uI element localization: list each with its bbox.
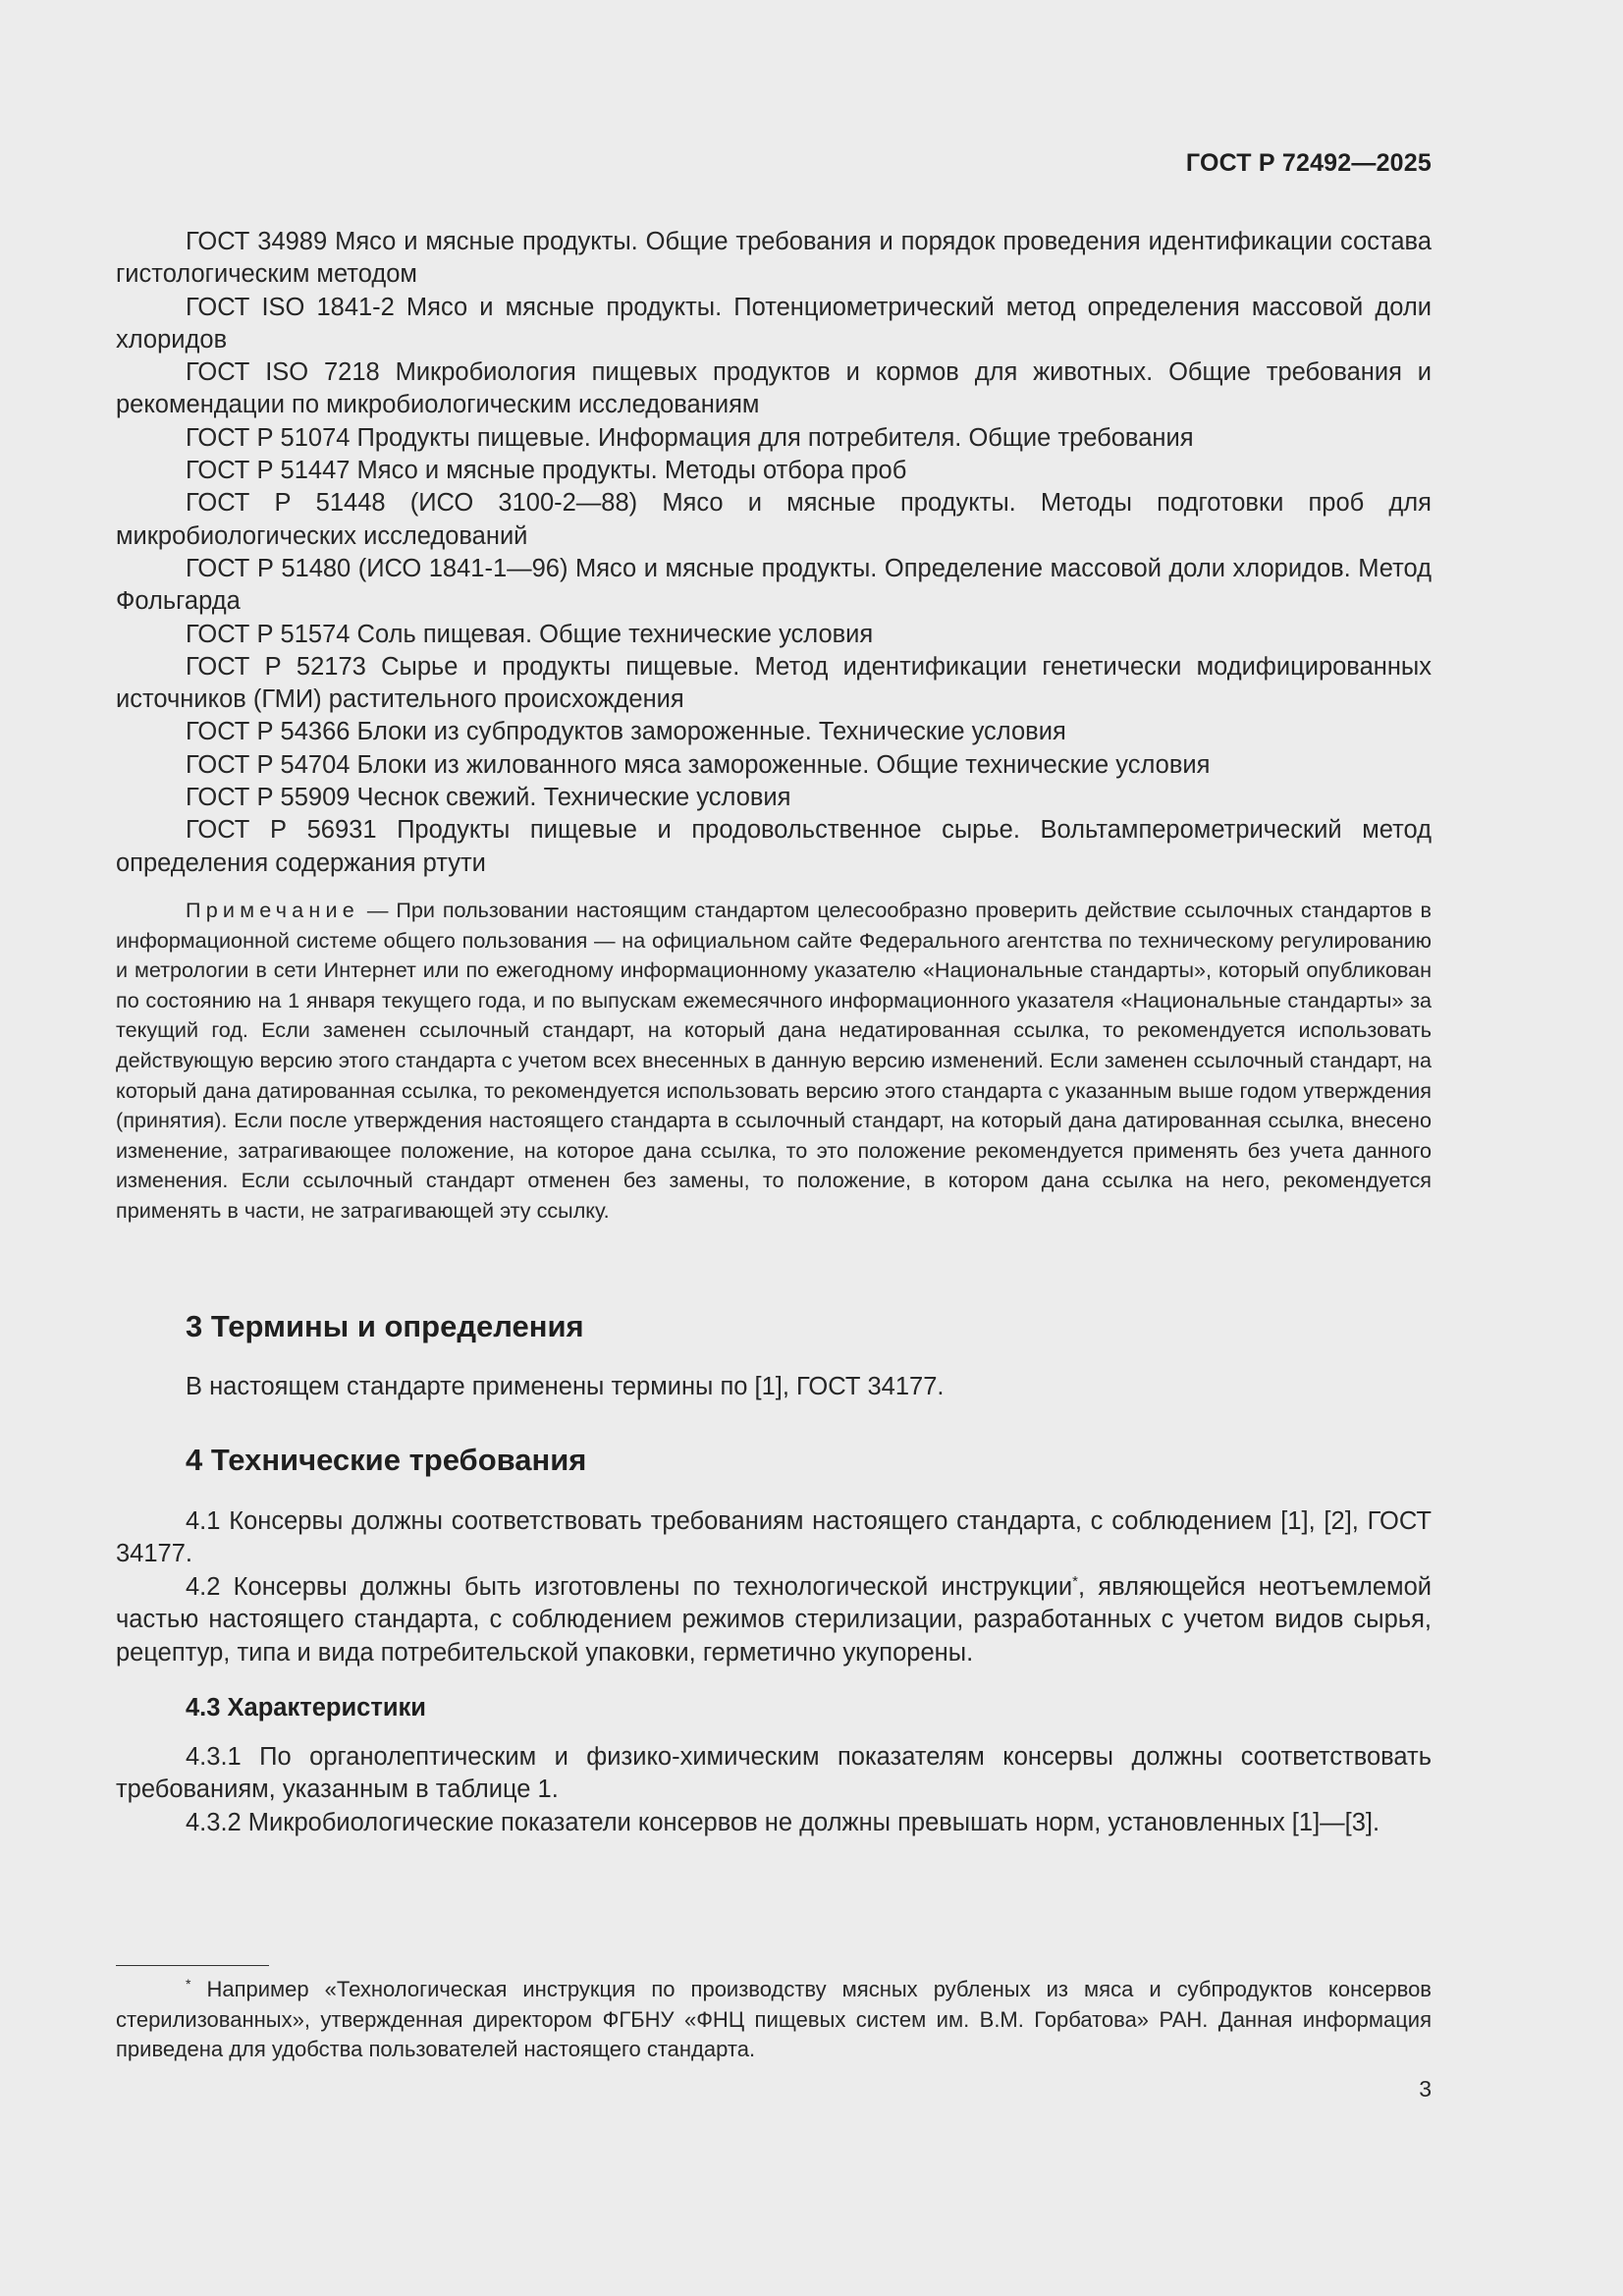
document-page	[116, 0, 1432, 2296]
subsection-4-3-heading: 4.3 Характеристики	[186, 1694, 426, 1722]
footnote-marker: *	[1072, 1573, 1078, 1590]
section-3-heading: 3 Термины и определения	[186, 1309, 584, 1343]
section-4-heading: 4 Технические требования	[186, 1443, 587, 1477]
reference-item: ГОСТ ISO 1841-2 Мясо и мясные продукты. Потенциометрический метод определения массовой доли хлоридов	[116, 293, 1432, 354]
footnote	[116, 1975, 1432, 2065]
document-code: ГОСТ Р 72492—2025	[1185, 149, 1432, 177]
note-label: Примечание	[186, 898, 359, 922]
paragraph-4-3-1: 4.3.1 По органолептическим и физико-химическим показателям консервы должны соответствовать требованиям, указанным в таблице 1.	[116, 1743, 1432, 1804]
paragraph-4-1: 4.1 Консервы должны соответствовать требованиям настоящего стандарта, с соблюдением [1], [2], ГОСТ 34177.	[116, 1507, 1432, 1568]
paragraph-4-2-start: 4.2 Консервы должны быть изготовлены по технологической инструкции	[186, 1573, 1073, 1601]
reference-item: ГОСТ Р 51574 Соль пищевая. Общие технические условия	[186, 620, 874, 648]
reference-item: ГОСТ Р 51447 Мясо и мясные продукты. Методы отбора проб	[186, 457, 907, 485]
note-text: — При пользовании настоящим стандартом целесообразно проверить действие ссылочных стандартов в информационной системе общего пользования — на официальном сайте Федерального агентства по техническому регулированию и метрологии в сети Интернет или по ежегодному информационному указателю «Национальные стандарты», который опубликован по состоянию на 1 января текущего года, и по выпускам ежемесячного информационного указателя «Национальные стандарты» за текущий год. Если заменен ссылочный стандарт, на который дана недатированная ссылка, то рекомендуется использовать действующую версию этого стандарта с учетом всех внесенных в данную версию изменений. Если заменен ссылочный стандарт, на который дана датированная ссылка, то рекомендуется использовать версию этого стандарта с указанным выше годом утверждения (принятия). Если после утверждения настоящего стандарта в ссылочный стандарт, на который дана датированная ссылка, внесено изменение, затрагивающее положение, на которое дана ссылка, то это положение рекомендуется применять без учета данного изменения. Если ссылочный стандарт отменен без замены, то положение, в котором дана ссылка на него, рекомендуется применять в части, не затрагивающей эту ссылку.	[116, 898, 1432, 1223]
section-3-text: В настоящем стандарте применены термины по [1], ГОСТ 34177.	[186, 1373, 945, 1400]
paragraph-4-2	[116, 1571, 1432, 1669]
page-number: 3	[1419, 2076, 1432, 2102]
footnote-text: Например «Технологическая инструкция по производству мясных рубленых из мяса и субпродуктов консервов стерилизованных», утвержденная директором ФГБНУ «ФНЦ пищевых систем им. В.М. Горбатова» РАН. Данная информация приведена для удобства пользователей настоящего стандарта.	[116, 1977, 1432, 2061]
paragraph-4-2-end: , являющейся неотъемлемой частью настоящего стандарта, с соблюдением режимов стерилизации, разработанных с учетом видов сырья, рецептур, типа и вида потребительской упаковки, герметично укупорены.	[116, 1573, 1432, 1667]
reference-item: ГОСТ Р 51074 Продукты пищевые. Информация для потребителя. Общие требования	[186, 423, 1194, 452]
reference-item: ГОСТ Р 52173 Сырье и продукты пищевые. Метод идентификации генетически модифицированных источников (ГМИ) растительного происхождения	[116, 652, 1432, 714]
reference-item: ГОСТ Р 55909 Чеснок свежий. Технические условия	[186, 784, 791, 812]
reference-item: ГОСТ ISO 7218 Микробиология пищевых продуктов и кормов для животных. Общие требования и рекомендации по микробиологическим исследованиям	[116, 358, 1432, 419]
references-note	[116, 896, 1432, 1227]
reference-item: ГОСТ 34989 Мясо и мясные продукты. Общие требования и порядок проведения идентификации состава гистологическим методом	[116, 228, 1432, 289]
normative-references-list	[116, 226, 1432, 880]
paragraph-4-3-2: 4.3.2 Микробиологические показатели консервов не должны превышать норм, установленных [1]—[3].	[186, 1809, 1380, 1836]
reference-item: ГОСТ Р 51480 (ИСО 1841-1—96) Мясо и мясные продукты. Определение массовой доли хлоридов. Метод Фольгарда	[116, 554, 1432, 616]
footnote-mark: *	[186, 1976, 191, 1992]
reference-item: ГОСТ Р 54704 Блоки из жилованного мяса замороженные. Общие технические условия	[186, 750, 1211, 779]
reference-item: ГОСТ Р 51448 (ИСО 3100-2—88) Мясо и мясные продукты. Методы подготовки проб для микробиологических исследований	[116, 489, 1432, 550]
reference-item: ГОСТ Р 56931 Продукты пищевые и продовольственное сырье. Вольтамперометрический метод определения содержания ртути	[116, 816, 1432, 877]
footnote-divider	[116, 1965, 269, 1966]
reference-item: ГОСТ Р 54366 Блоки из субпродуктов замороженные. Технические условия	[186, 718, 1066, 746]
